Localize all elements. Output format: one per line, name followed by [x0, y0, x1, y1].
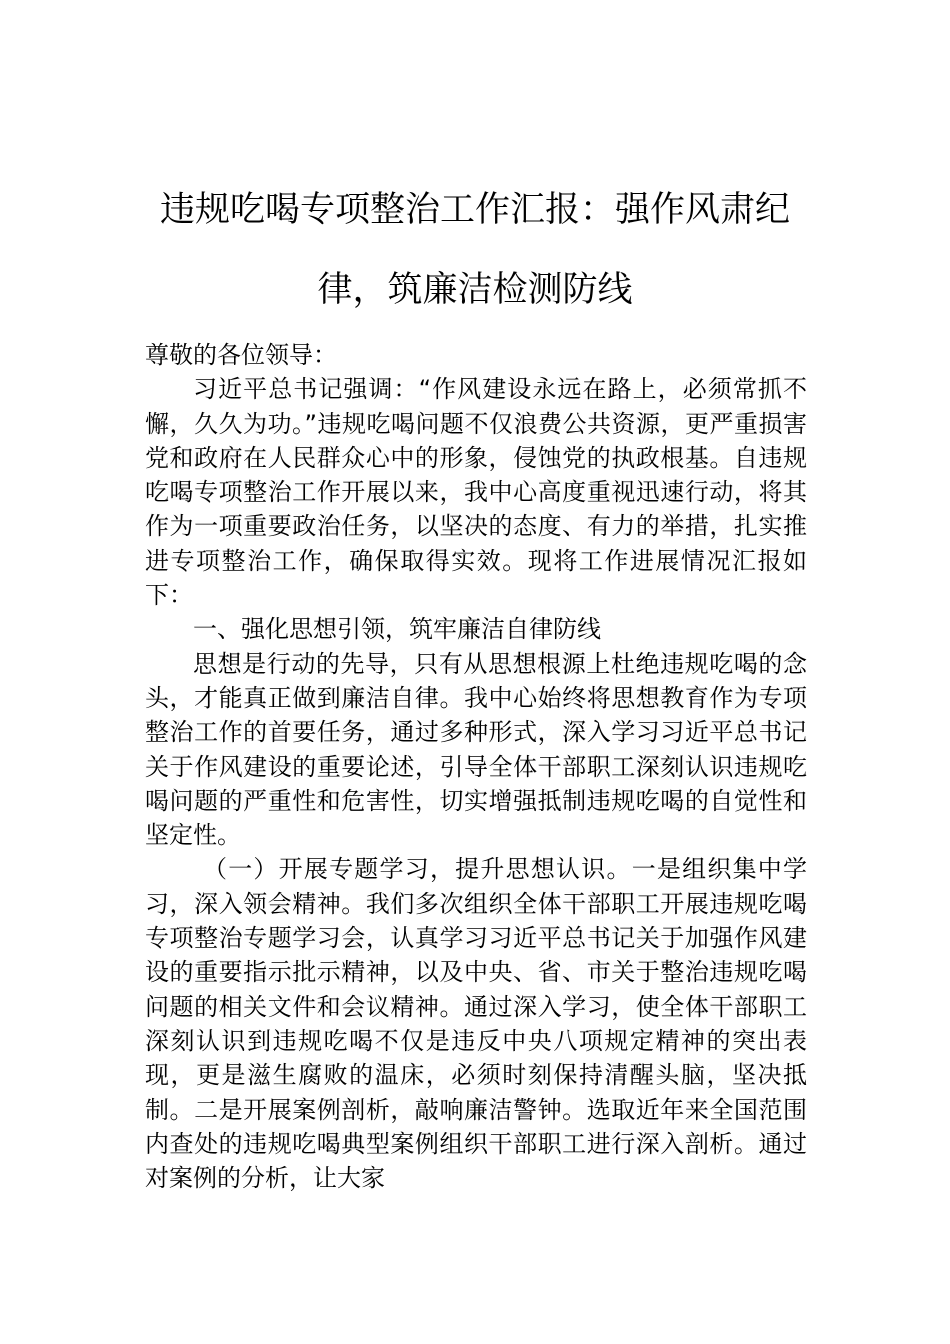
document-body [145, 338, 807, 1195]
section-heading: 一、强化思想引领，筑牢廉洁自律防线 [193, 615, 601, 644]
body-paragraph: 思想是行动的先导，只有从思想根源上杜绝违规吃喝的念头，才能真正做到廉洁自律。我中心始终将思想教育作为专项整治工作的首要任务，通过多种形式，深入学习习近平总书记关于作风建设的重要论述，引导全体干部职工深刻认识违规吃喝问题的严重性和危害性，切实增强抵制违规吃喝的自觉性和坚定性。 [145, 649, 807, 850]
subsection-paragraph: （一）开展专题学习，提升思想认识。一是组织集中学习，深入领会精神。我们多次组织全体干部职工开展违规吃喝专项整治专题学习会，认真学习习近平总书记关于加强作风建设的重要指示批示精神，以及中央、省、市关于整治违规吃喝问题的相关文件和会议精神。通过深入学习，使全体干部职工深刻认识到违规吃喝不仅是违反中央八项规定精神的突出表现，更是滋生腐败的温床，必须时刻保持清醒头脑，坚决抵制。二是开展案例剖析，敲响廉洁警钟。选取近年来全国范围内查处的违规吃喝典型案例组织干部职工进行深入剖析。通过对案例的分析，让大家 [145, 855, 807, 1193]
salutation: 尊敬的各位领导： [145, 341, 337, 369]
document-title: 违规吃喝专项整治工作汇报：强作风肃纪律，筑廉洁检测防线 [159, 190, 790, 310]
intro-paragraph: 习近平总书记强调：“作风建设永远在路上，必须常抓不懈，久久为功。”违规吃喝问题不仅浪费公共资源，更严重损害党和政府在人民群众心中的形象，侵蚀党的执政根基。自违规吃喝专项整治工作开展以来，我中心高度重视迅速行动，将其作为一项重要政治任务，以坚决的态度、有力的举措，扎实推进专项整治工作，确保取得实效。现将工作进展情况汇报如下： [145, 375, 807, 610]
